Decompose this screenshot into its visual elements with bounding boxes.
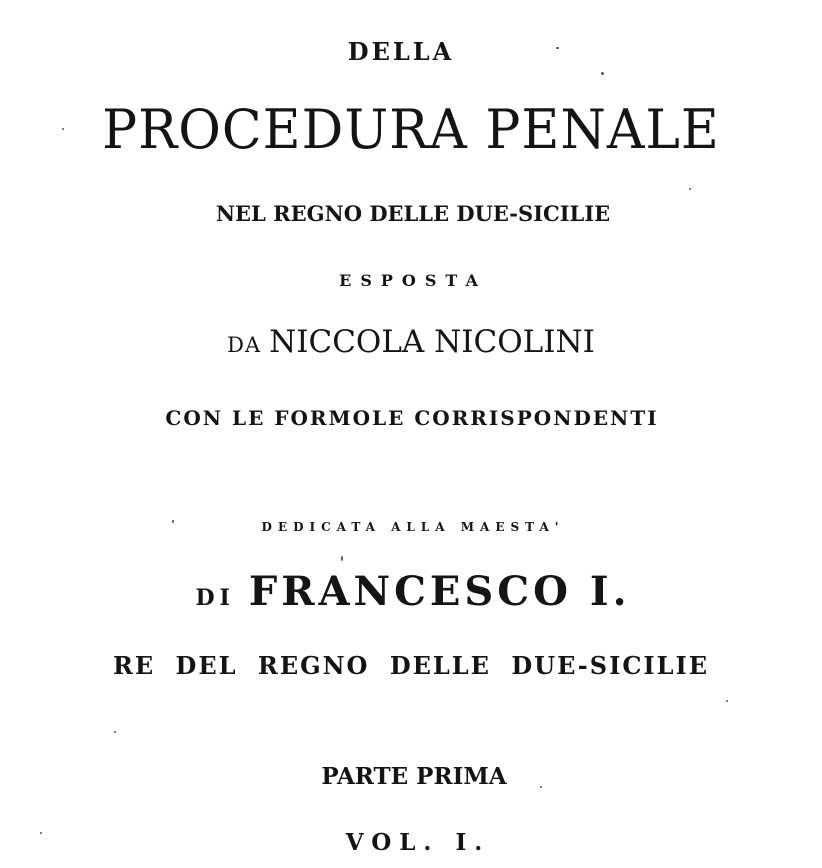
king-prefix: DI — [195, 585, 235, 611]
scan-speck — [540, 786, 542, 788]
king-name: FRANCESCO I. — [248, 568, 631, 615]
volume-line: VOL. I. — [345, 829, 491, 856]
kingdom-line: RE DEL REGNO DELLE DUE-SICILIE — [112, 651, 710, 680]
scan-speck — [62, 128, 64, 130]
author-line — [227, 324, 595, 360]
scan-speck — [40, 832, 42, 834]
scan-speck — [556, 47, 559, 49]
king-line — [195, 568, 631, 615]
esposta-line: ESPOSTA — [339, 271, 487, 290]
scan-speck — [601, 72, 604, 75]
scan-speck — [341, 556, 343, 561]
author-prefix: DA — [227, 333, 262, 357]
dedication-line: DEDICATA ALLA MAESTA' — [261, 520, 565, 534]
scan-speck — [114, 731, 116, 733]
main-title: PROCEDURA PENALE — [102, 98, 720, 162]
title-prefix: DELLA — [347, 37, 455, 66]
formole-line: CON LE FORMOLE CORRISPONDENTI — [165, 406, 659, 430]
scan-speck — [172, 520, 174, 523]
subtitle: NEL REGNO DELLE DUE-SICILIE — [215, 201, 611, 226]
author-name: NICCOLA NICOLINI — [269, 324, 595, 360]
part-line: PARTE PRIMA — [321, 763, 507, 790]
scan-speck — [689, 188, 691, 190]
scan-speck — [726, 700, 728, 702]
